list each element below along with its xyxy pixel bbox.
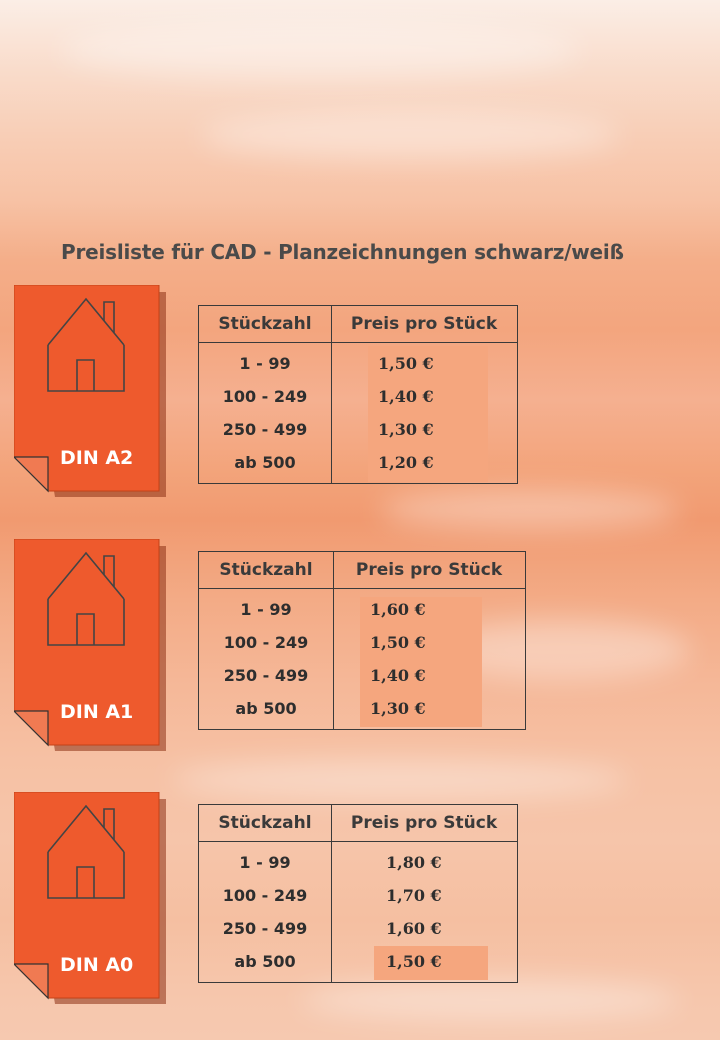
table-header	[199, 805, 517, 842]
quantity-cell: ab 500	[234, 952, 296, 971]
background-cloud	[170, 760, 630, 800]
table-header	[199, 306, 517, 343]
price-cell: 1,80 €	[386, 853, 442, 872]
header-quantity: Stückzahl	[199, 552, 334, 588]
format-label: DIN A2	[60, 447, 134, 469]
price-table-din-a2	[198, 305, 518, 484]
header-price: Preis pro Stück	[350, 813, 498, 833]
quantity-cell: 250 - 499	[222, 919, 308, 938]
quantity-cell: 1 - 99	[239, 853, 291, 872]
quantity-cell: 1 - 99	[240, 600, 292, 619]
price-cell: 1,30 €	[370, 699, 426, 718]
price-cell: 1,40 €	[378, 387, 434, 406]
background-cloud	[380, 490, 680, 530]
quantity-cell: 1 - 99	[239, 354, 291, 373]
quantity-cell: 250 - 499	[222, 420, 308, 439]
header-price: Preis pro Stück	[350, 314, 498, 334]
background-cloud	[60, 20, 580, 80]
background-cloud	[300, 980, 680, 1020]
quantity-cell: 100 - 249	[222, 886, 308, 905]
price-cell: 1,60 €	[370, 600, 426, 619]
quantity-cell: 100 - 249	[222, 387, 308, 406]
format-label: DIN A1	[60, 701, 134, 723]
sheet-din-a0	[14, 792, 159, 998]
price-cell: 1,50 €	[370, 633, 426, 652]
price-table-din-a1	[198, 551, 526, 730]
price-cell: 1,50 €	[378, 354, 434, 373]
sheet-din-a1	[14, 539, 159, 745]
price-cell: 1,60 €	[386, 919, 442, 938]
header-quantity: Stückzahl	[199, 805, 332, 841]
header-quantity: Stückzahl	[199, 306, 332, 342]
price-cell: 1,70 €	[386, 886, 442, 905]
price-cell: 1,50 €	[386, 952, 442, 971]
price-cell: 1,30 €	[378, 420, 434, 439]
quantity-cell: ab 500	[234, 453, 296, 472]
quantity-cell: ab 500	[235, 699, 297, 718]
quantity-cell: 250 - 499	[223, 666, 309, 685]
quantity-cell: 100 - 249	[223, 633, 309, 652]
header-price: Preis pro Stück	[355, 560, 503, 580]
background-cloud	[200, 110, 620, 160]
sheet-din-a2	[14, 285, 159, 491]
price-table-din-a0	[198, 804, 518, 983]
table-header	[199, 552, 525, 589]
price-cell: 1,20 €	[378, 453, 434, 472]
page-title: Preisliste für CAD - Planzeichnungen schwarz/weiß	[61, 240, 624, 264]
format-label: DIN A0	[60, 954, 134, 976]
price-cell: 1,40 €	[370, 666, 426, 685]
